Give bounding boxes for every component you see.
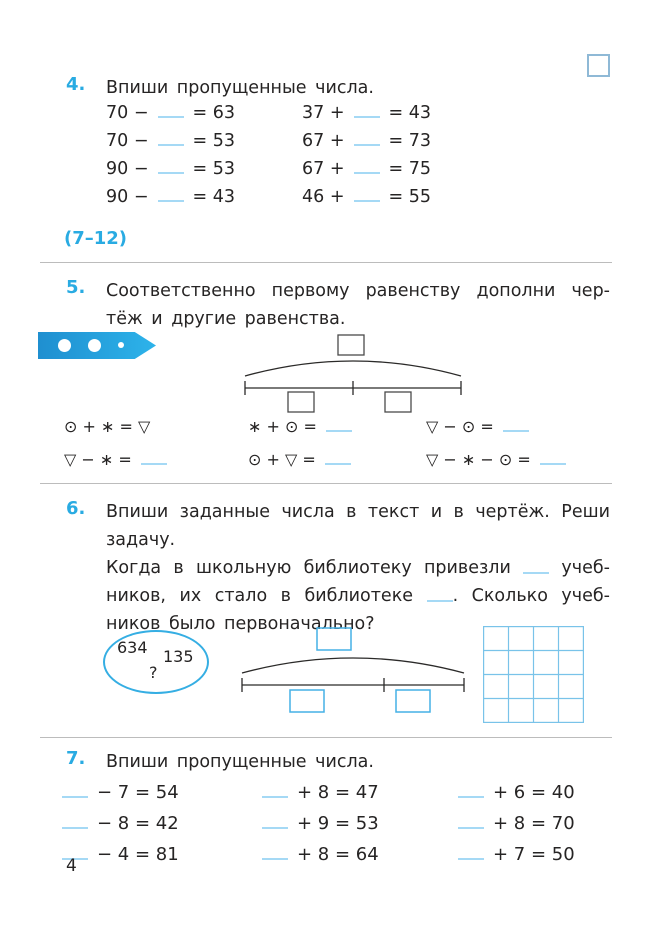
exercise-5-equations	[64, 417, 566, 469]
equation-text: ⊙ + ∗ = ▽	[64, 417, 151, 436]
answer-box-total[interactable]	[338, 335, 364, 355]
equation-lead: 70 −	[106, 131, 149, 151]
equation	[302, 131, 431, 151]
equation	[262, 813, 458, 834]
exercise-4-number: 4.	[66, 74, 86, 95]
symbol-equation	[426, 417, 566, 436]
equation-tail: − 8 = 42	[97, 813, 179, 834]
equation-tail: = 43	[192, 187, 235, 207]
equation-lead: 90 −	[106, 187, 149, 207]
blank-field[interactable]	[458, 846, 484, 860]
worksheet-arrow-badge	[38, 332, 156, 359]
blank-field[interactable]	[540, 451, 566, 465]
equation	[62, 813, 262, 834]
bracket-arc	[242, 658, 464, 673]
equation	[262, 844, 458, 865]
equation	[458, 782, 575, 803]
page-number: 4	[66, 856, 77, 876]
blank-field[interactable]	[158, 188, 184, 202]
blank-field[interactable]	[62, 815, 88, 829]
task-line: ников было первоначально?	[106, 614, 375, 634]
equation-tail: + 8 = 64	[297, 844, 379, 865]
equation-text: ▽ − ∗ =	[64, 450, 132, 469]
equation-tail: + 7 = 50	[493, 844, 575, 865]
blank-field[interactable]	[354, 104, 380, 118]
work-grid[interactable]	[483, 626, 584, 723]
blank-field[interactable]	[354, 188, 380, 202]
blank-field[interactable]	[262, 815, 288, 829]
equation	[262, 782, 458, 803]
equation	[458, 844, 575, 865]
given-number: 634	[117, 638, 148, 657]
task-line	[106, 554, 610, 582]
symbol-equation	[64, 450, 248, 469]
given-numbers-bubble	[103, 630, 209, 694]
blank-field[interactable]	[262, 784, 288, 798]
badge-dot-icon	[118, 342, 124, 348]
blank-field[interactable]	[427, 588, 453, 602]
badge-dot-icon	[88, 339, 101, 352]
equation-row	[106, 187, 431, 207]
symbol-equation	[64, 417, 248, 436]
equation	[106, 187, 302, 207]
symbol-equation	[426, 450, 566, 469]
task-text: учеб-	[561, 558, 610, 578]
exercise-4-title: Впиши пропущенные числа.	[106, 78, 374, 98]
equation-tail: = 75	[388, 159, 431, 179]
equation-lead: 90 −	[106, 159, 149, 179]
blank-field[interactable]	[523, 560, 549, 574]
answer-box-total[interactable]	[317, 628, 351, 650]
equation	[62, 844, 262, 865]
title-line: Впиши заданные числа в текст и в чертёж. Реши	[106, 502, 610, 522]
equation-lead: 46 +	[302, 187, 345, 207]
equation-tail: − 4 = 81	[97, 844, 179, 865]
answer-box-right[interactable]	[385, 392, 411, 412]
question-mark: ?	[149, 663, 158, 682]
exercise-6-diagram	[239, 627, 467, 719]
equation-row	[62, 782, 575, 803]
equation	[62, 782, 262, 803]
symbol-equation	[248, 417, 426, 436]
equation	[302, 187, 431, 207]
answer-box-left[interactable]	[290, 690, 324, 712]
equation-row	[106, 131, 431, 151]
blank-field[interactable]	[141, 451, 167, 465]
blank-field[interactable]	[262, 846, 288, 860]
task-text: . Сколько учеб-	[452, 586, 610, 606]
equation-lead: 67 +	[302, 131, 345, 151]
equation-tail: + 6 = 40	[493, 782, 575, 803]
bracket-arc	[245, 361, 461, 376]
exercise-7-equations	[62, 782, 575, 865]
equation-lead: 37 +	[302, 103, 345, 123]
equation-text: ∗ + ⊙ =	[248, 417, 317, 436]
exercise-6-title	[106, 498, 610, 554]
blank-field[interactable]	[325, 451, 351, 465]
equation	[302, 159, 431, 179]
equation-tail: = 53	[192, 159, 235, 179]
task-text: ников, их стало в библиотеке	[106, 586, 414, 606]
equation-row	[106, 103, 431, 123]
exercise-5-title	[106, 277, 610, 333]
equation-tail: + 8 = 47	[297, 782, 379, 803]
blank-field[interactable]	[354, 160, 380, 174]
equation-lead: 70 −	[106, 103, 149, 123]
task-line	[106, 582, 610, 610]
exercise-7-title: Впиши пропущенные числа.	[106, 752, 374, 772]
equation-tail: = 53	[192, 131, 235, 151]
blank-field[interactable]	[458, 784, 484, 798]
equation-tail: + 9 = 53	[297, 813, 379, 834]
blank-field[interactable]	[503, 418, 529, 432]
equation-tail: = 55	[388, 187, 431, 207]
blank-field[interactable]	[158, 132, 184, 146]
equation-lead: 67 +	[302, 159, 345, 179]
equation-tail: = 43	[388, 103, 431, 123]
lesson-range-label: (7–12)	[64, 228, 128, 249]
equation	[106, 131, 302, 151]
exercise-5-diagram	[243, 334, 463, 418]
blank-field[interactable]	[458, 815, 484, 829]
title-line: Соответственно первому равенству дополни чер-	[106, 281, 610, 301]
equation-text: ▽ − ⊙ =	[426, 417, 494, 436]
equation	[302, 103, 431, 123]
equation-row	[62, 844, 575, 865]
title-line: тёж и другие равенства.	[106, 309, 346, 329]
equation-tail: = 63	[192, 103, 235, 123]
equation-text: ⊙ + ▽ =	[248, 450, 316, 469]
blank-field[interactable]	[62, 784, 88, 798]
equation-tail: − 7 = 54	[97, 782, 179, 803]
corner-marker-box	[587, 54, 610, 77]
exercise-6-number: 6.	[66, 498, 86, 519]
title-line: задачу.	[106, 530, 176, 550]
exercise-5-number: 5.	[66, 277, 86, 298]
blank-field[interactable]	[158, 104, 184, 118]
equation	[106, 103, 302, 123]
equation-row	[106, 159, 431, 179]
badge-dot-icon	[58, 339, 71, 352]
equation	[458, 813, 575, 834]
answer-box-left[interactable]	[288, 392, 314, 412]
answer-box-right[interactable]	[396, 690, 430, 712]
given-number: 135	[163, 647, 194, 666]
task-text: Когда в школьную библиотеку привезли	[106, 558, 511, 578]
section-divider	[40, 737, 612, 738]
equation-row	[62, 813, 575, 834]
equation-tail: = 73	[388, 131, 431, 151]
exercise-7-number: 7.	[66, 748, 86, 769]
blank-field[interactable]	[354, 132, 380, 146]
equation-tail: + 8 = 70	[493, 813, 575, 834]
symbol-equation	[248, 450, 426, 469]
section-divider	[40, 262, 612, 263]
blank-field[interactable]	[158, 160, 184, 174]
equation-text: ▽ − ∗ − ⊙ =	[426, 450, 531, 469]
exercise-4-equations	[106, 103, 431, 207]
section-divider	[40, 483, 612, 484]
equation	[106, 159, 302, 179]
blank-field[interactable]	[326, 418, 352, 432]
